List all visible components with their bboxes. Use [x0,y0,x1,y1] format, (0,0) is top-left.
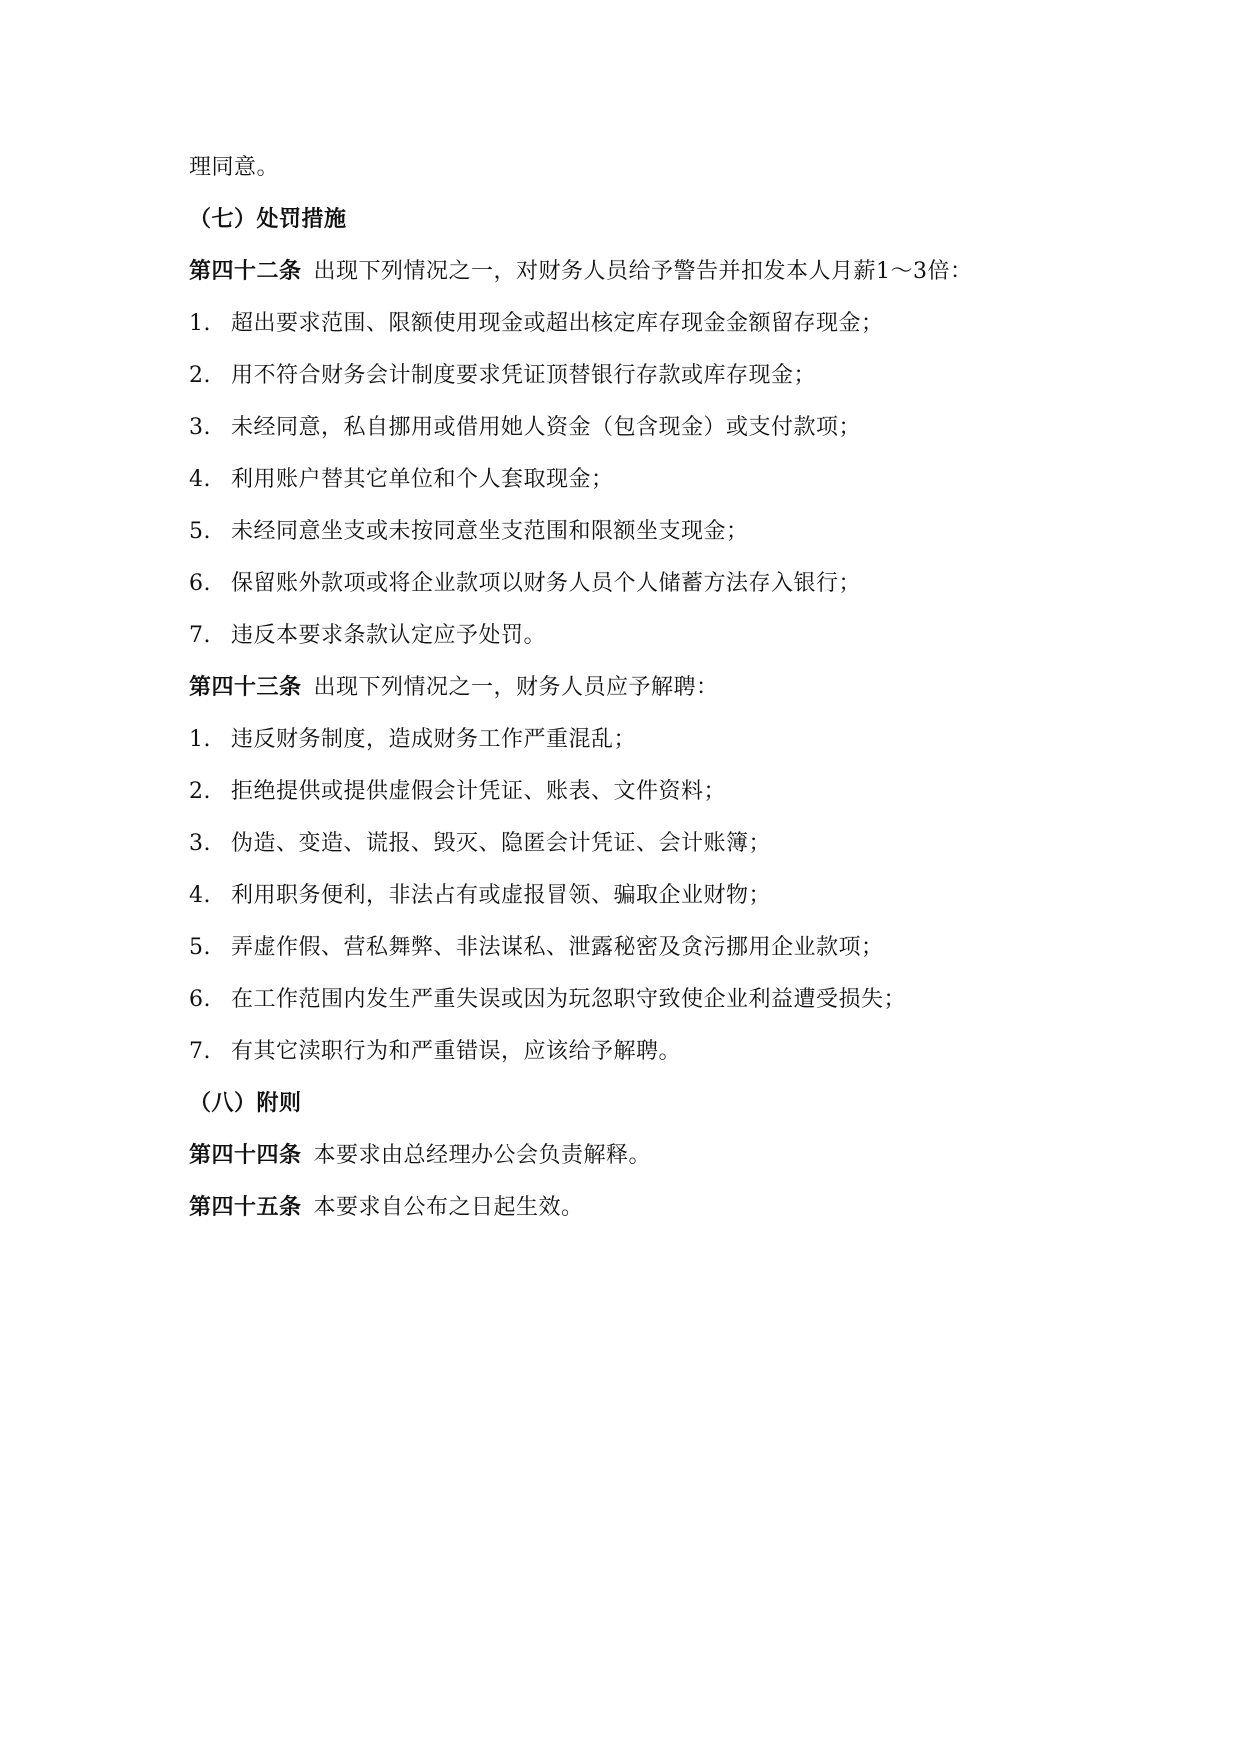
item-text: 违反财务制度，造成财务工作严重混乱； [231,727,637,752]
list-item [189,714,1089,766]
item-text: 用不符合财务会计制度要求凭证顶替银行存款或库存现金； [231,363,817,388]
item-number: 1. [189,311,211,336]
article-label: 第四十二条 [189,259,302,284]
item-text: 弄虚作假、营私舞弊、非法谋私、泄露秘密及贪污挪用企业款项； [231,935,884,960]
list-item [189,818,1089,870]
list-item [189,766,1089,818]
article-45 [189,1182,1089,1234]
item-number: 6. [189,987,211,1012]
list-item [189,298,1089,350]
item-number: 3. [189,415,211,440]
item-text: 伪造、变造、谎报、毁灭、隐匿会计凭证、会计账簿； [231,831,772,856]
item-text: 超出要求范围、限额使用现金或超出核定库存现金金额留存现金； [231,311,884,336]
item-number: 2. [189,363,211,388]
article-label: 第四十四条 [189,1143,302,1168]
article-label: 第四十五条 [189,1195,302,1220]
list-item [189,974,1089,1026]
item-number: 5. [189,935,211,960]
article-44 [189,1130,1089,1182]
item-number: 6. [189,571,211,596]
item-number: 5. [189,519,211,544]
item-number: 4. [189,467,211,492]
list-item [189,558,1089,610]
list-item [189,922,1089,974]
item-text: 有其它渎职行为和严重错误，应该给予解聘。 [231,1039,682,1064]
item-text: 利用账户替其它单位和个人套取现金； [231,467,614,492]
list-item [189,1026,1089,1078]
article-text: 本要求自公布之日起生效。 [313,1195,584,1220]
item-text: 保留账外款项或将企业款项以财务人员个人储蓄方法存入银行； [231,571,862,596]
item-number: 4. [189,883,211,908]
section-heading-penalties: （七）处罚措施 [189,207,347,232]
section-heading-supplementary: （八）附则 [189,1091,302,1116]
document-page [189,142,1089,1234]
item-number: 1. [189,727,211,752]
article-43 [189,662,1089,714]
list-item [189,870,1089,922]
list-item [189,610,1089,662]
item-text: 未经同意，私自挪用或借用她人资金（包含现金）或支付款项； [231,415,862,440]
item-text: 拒绝提供或提供虚假会计凭证、账表、文件资料； [231,779,727,804]
item-number: 7. [189,1039,211,1064]
article-label: 第四十三条 [189,675,302,700]
list-item [189,402,1089,454]
list-item [189,350,1089,402]
continuation-text: 理同意。 [189,155,280,180]
item-text: 违反本要求条款认定应予处罚。 [231,623,547,648]
item-text: 未经同意坐支或未按同意坐支范围和限额坐支现金； [231,519,749,544]
article-text: 出现下列情况之一，对财务人员给予警告并扣发本人月薪1～3倍： [313,259,973,284]
list-item [189,454,1089,506]
item-number: 2. [189,779,211,804]
item-text: 利用职务便利，非法占有或虚报冒领、骗取企业财物； [231,883,772,908]
item-text: 在工作范围内发生严重失误或因为玩忽职守致使企业利益遭受损失； [231,987,907,1012]
article-text: 出现下列情况之一，财务人员应予解聘： [313,675,719,700]
article-42 [189,246,1089,298]
article-text: 本要求由总经理办公会负责解释。 [313,1143,652,1168]
item-number: 3. [189,831,211,856]
list-item [189,506,1089,558]
item-number: 7. [189,623,211,648]
